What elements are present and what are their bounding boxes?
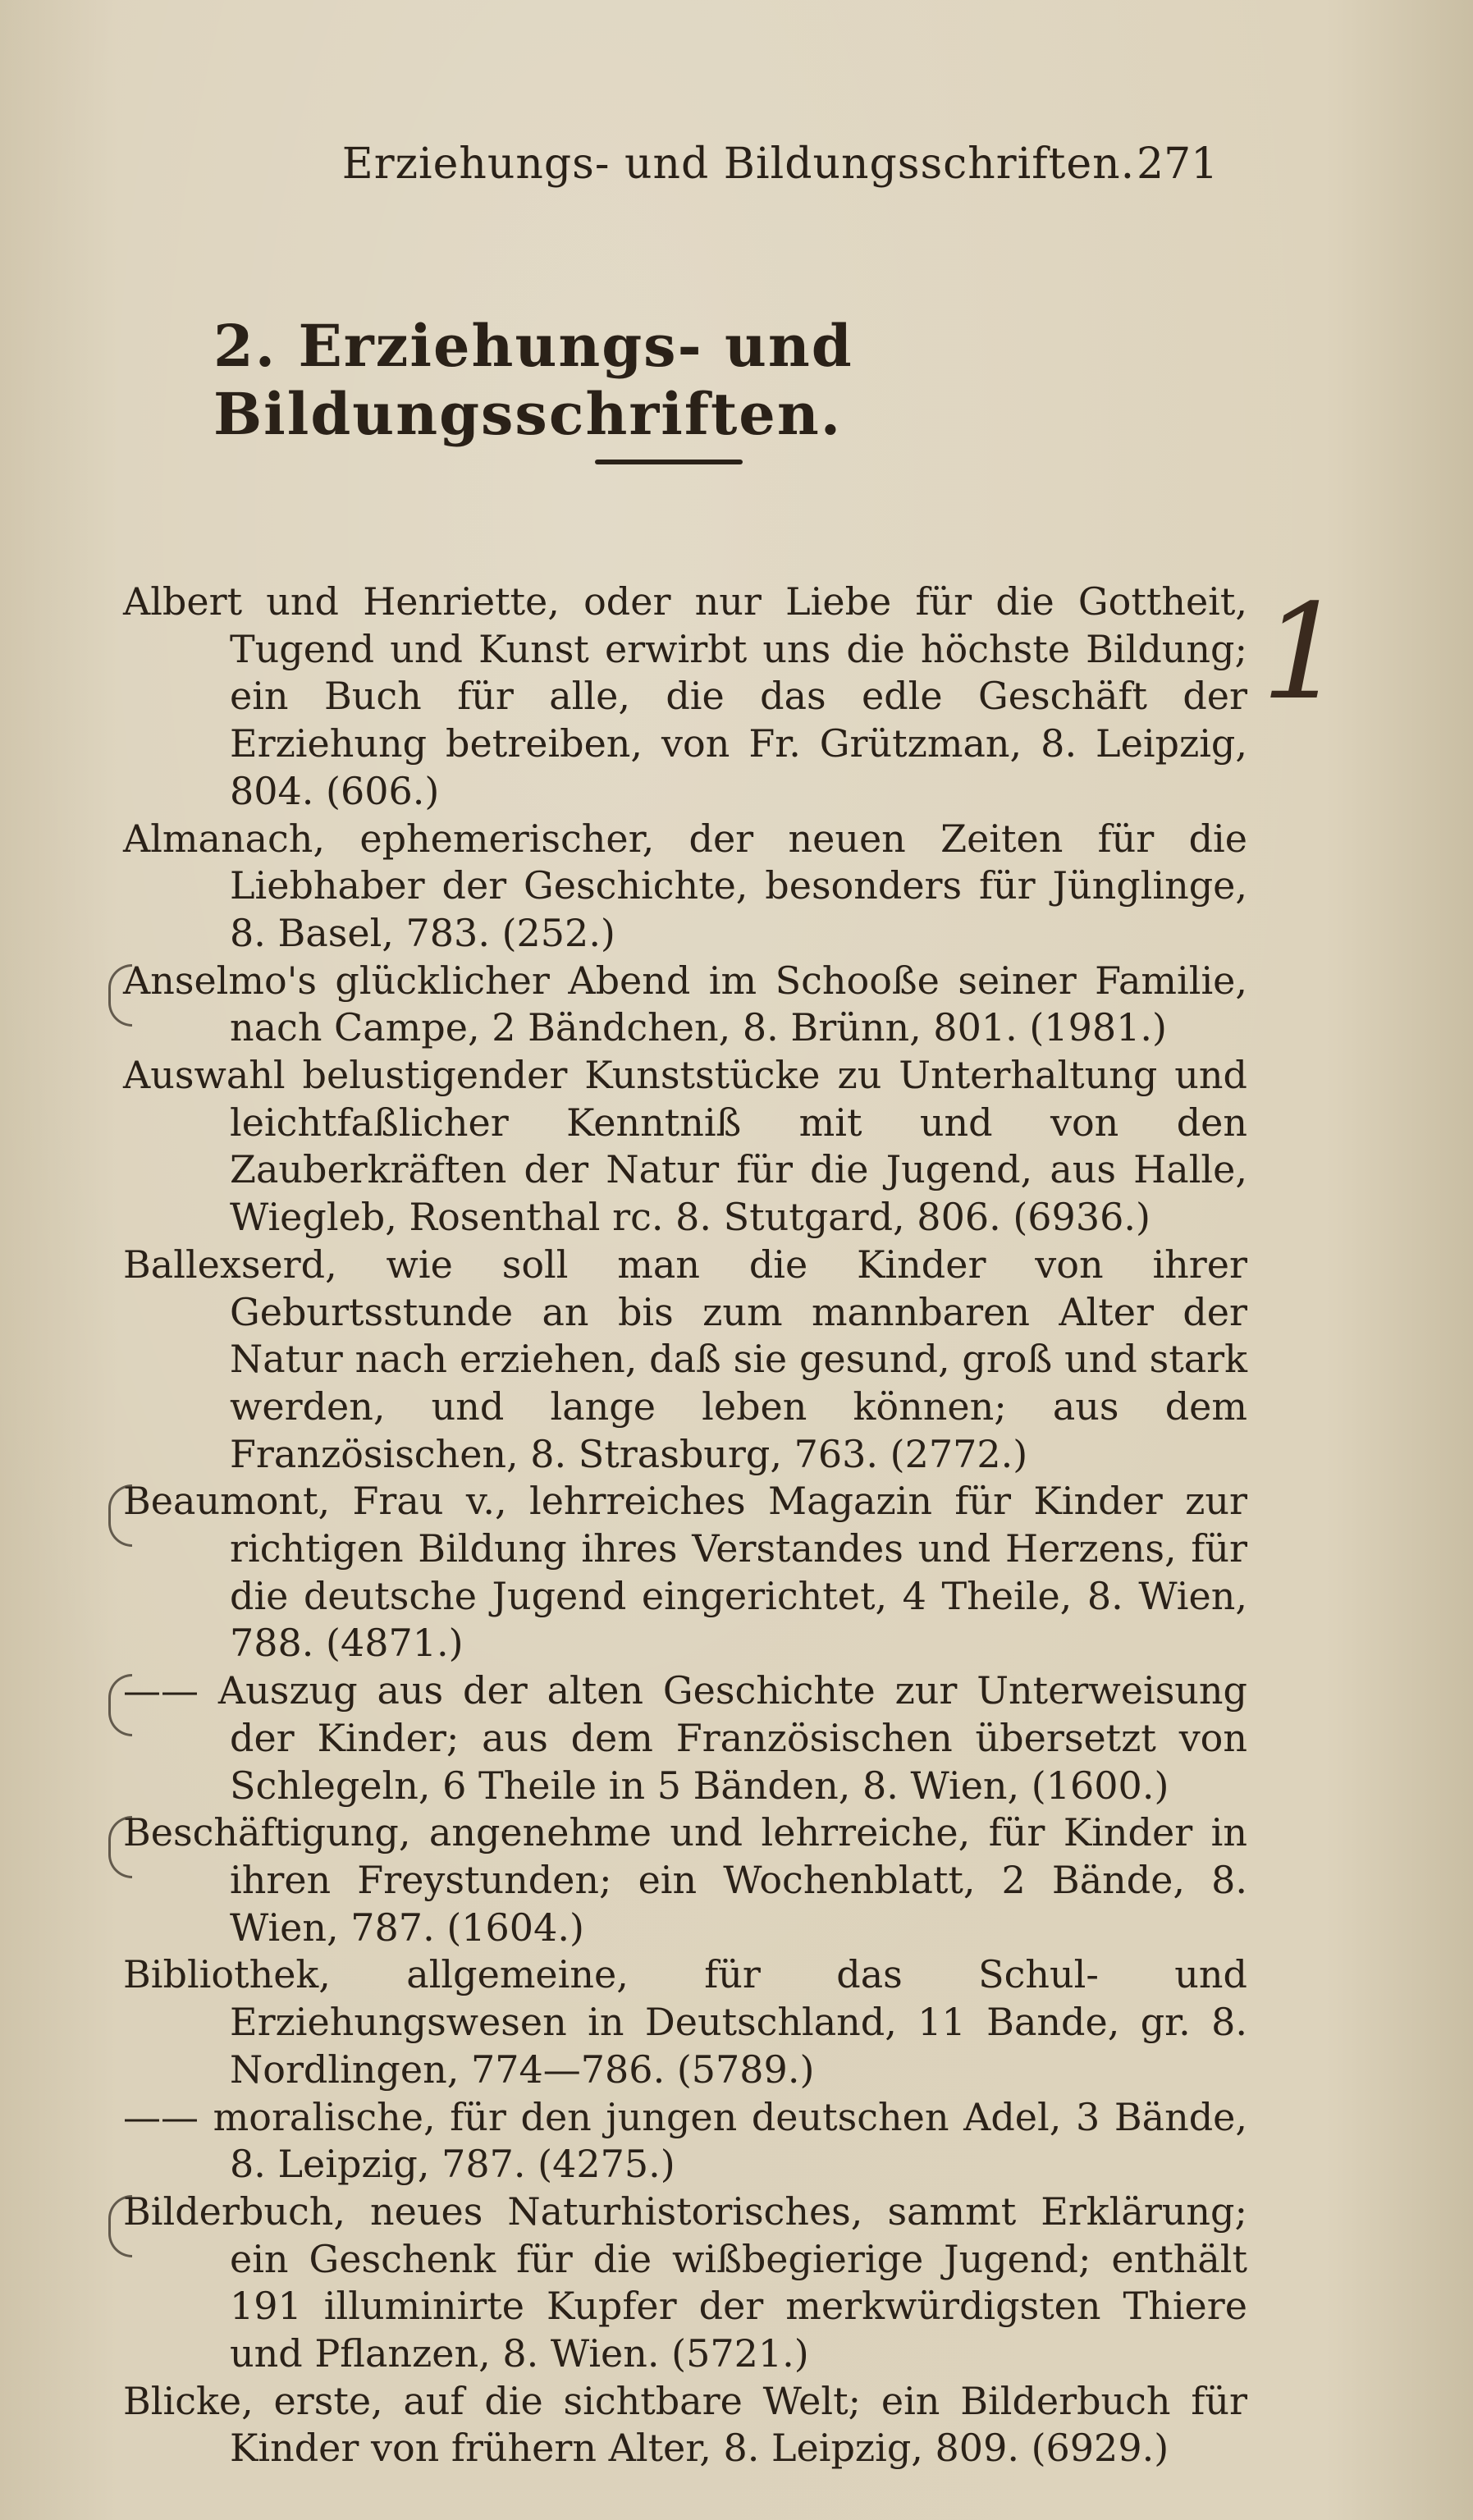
running-head: Erziehungs- und Bildungsschriften. bbox=[341, 139, 1136, 189]
title-rule bbox=[595, 460, 743, 464]
list-item: Ballexserd, wie soll man die Kinder von ihrer Geburtsstunde an bis zum mannbaren Alter der Natur nach erziehen, daß sie gesund, groß und stark werden, und lange leben können; aus dem Französischen, 8. Strasburg, 763. (2772.) bbox=[123, 1242, 1247, 1476]
list-item: Auswahl belustigender Kunststücke zu Unterhaltung und leichtfaßlicher Kenntniß mit und von den Zauberkräften der Natur für die Jugend, aus Halle, Wiegleb, Rosenthal rc. 8. Stutgard, 806. (6936.) bbox=[123, 1053, 1247, 1240]
svg-text:1: 1 bbox=[1261, 575, 1345, 729]
pencil-mark bbox=[108, 1816, 132, 1878]
pencil-annotation-one bbox=[1260, 574, 1345, 729]
list-item: —— moralische, für den jungen deutschen Adel, 3 Bände, 8. Leipzig, 787. (4275.) bbox=[123, 2094, 1247, 2187]
list-item: —— Auszug aus der alten Geschichte zur Unterweisung der Kinder; aus dem Französischen übersetzt von Schlegeln, 6 Theile in 5 Bänden, 8. Wien, (1600.) bbox=[123, 1667, 1247, 1809]
pencil-mark bbox=[108, 1674, 132, 1736]
list-item: Albert und Henriette, oder nur Liebe für die Gottheit, Tugend und Kunst erwirbt uns die höchste Bildung; ein Buch für alle, die das edle Geschäft der Erziehung betreiben, von Fr. Grützman, 8. Leipzig, 804. (606.) bbox=[123, 579, 1247, 813]
pencil-mark bbox=[108, 964, 132, 1027]
list-item: Beschäftigung, angenehme und lehrreiche, für Kinder in ihren Freystunden; ein Wochenblatt, 2 Bände, 8. Wien, 787. (1604.) bbox=[123, 1809, 1247, 1951]
list-item: Anselmo's glücklicher Abend im Schooße seiner Familie, nach Campe, 2 Bändchen, 8. Brünn, 801. (1981.) bbox=[123, 958, 1247, 1052]
page-number: 271 bbox=[1137, 139, 1219, 189]
list-item: Almanach, ephemerischer, der neuen Zeiten für die Liebhaber der Geschichte, besonders für Jünglinge, 8. Basel, 783. (252.) bbox=[123, 816, 1247, 955]
list-item: Bilderbuch, neues Naturhistorisches, sammt Erklärung; ein Geschenk für die wißbegierige Jugend; enthält 191 illuminirte Kupfer der merkwürdigsten Thiere und Pflanzen, 8. Wien. (5721.) bbox=[123, 2188, 1247, 2378]
list-item: Beaumont, Frau v., lehrreiches Magazin für Kinder zur richtigen Bildung ihres Verstandes und Herzens, für die deutsche Jugend eingerichtet, 4 Theile, 8. Wien, 788. (4871.) bbox=[123, 1478, 1247, 1667]
pencil-mark bbox=[108, 2195, 132, 2257]
pencil-mark bbox=[108, 1484, 132, 1547]
list-item: Blicke, erste, auf die sichtbare Welt; ein Bilderbuch für Kinder von frühern Alter, 8. Leipzig, 809. (6929.) bbox=[123, 2378, 1247, 2471]
section-title: 2. Erziehungs- und Bildungsschriften. bbox=[213, 312, 853, 448]
entry-list bbox=[123, 579, 1247, 2472]
list-item: Bibliothek, allgemeine, für das Schul- und Erziehungswesen in Deutschland, 11 Bande, gr. 8. Nordlingen, 774—786. (5789.) bbox=[123, 1952, 1247, 2092]
